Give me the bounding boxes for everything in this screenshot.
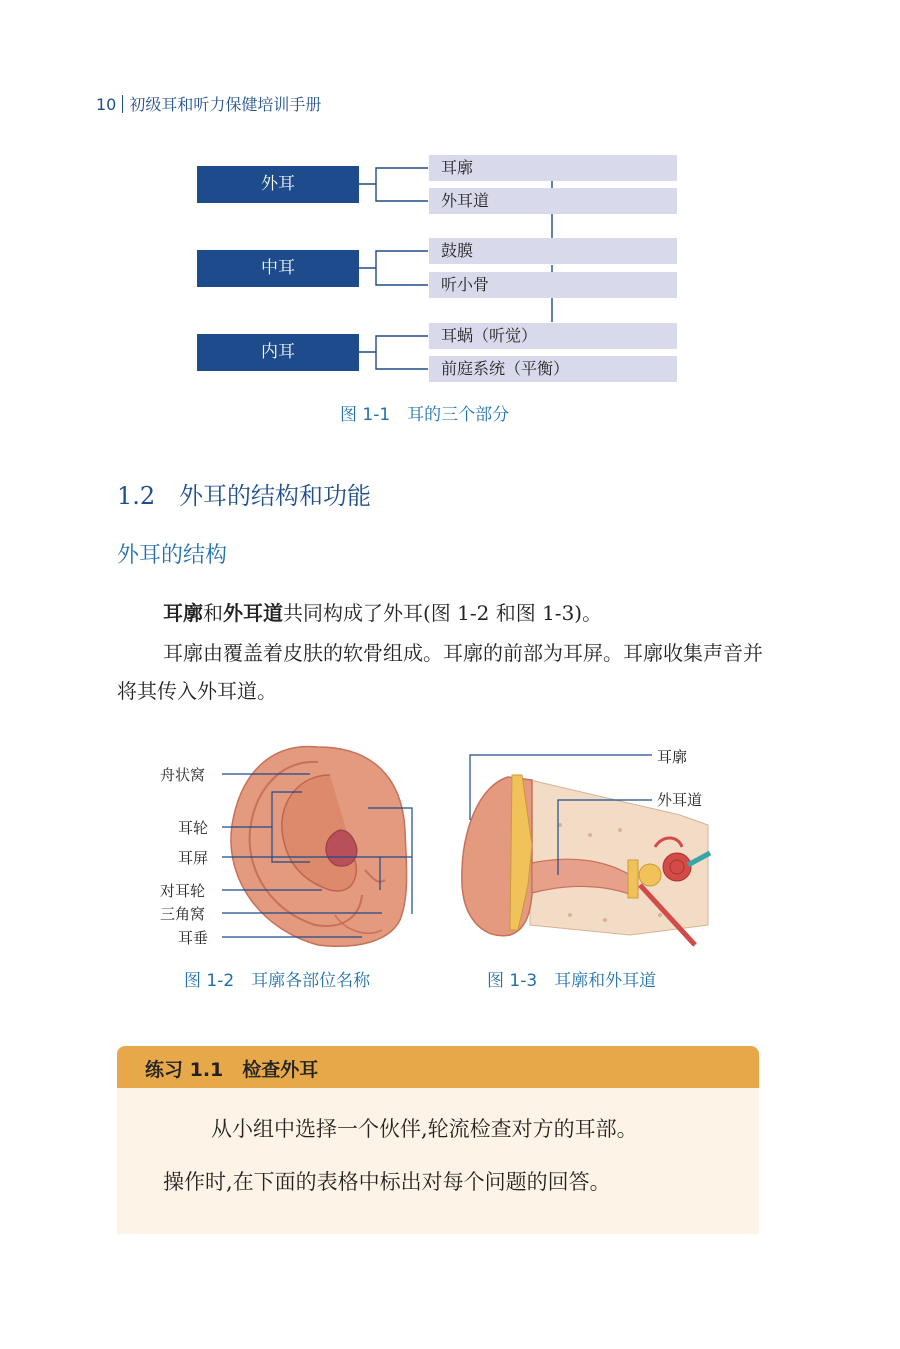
figure-1-1-caption: 图 1-1 耳的三个部分 [340, 405, 510, 425]
page-number: 10 [96, 95, 117, 114]
part-inner-ear: 内耳 [197, 334, 359, 371]
label-external-canal: 外耳道 [657, 791, 703, 809]
child-vestibular: 前庭系统（平衡） [429, 356, 677, 382]
subsection-heading: 外耳的结构 [117, 543, 228, 568]
label-helix: 耳轮 [178, 819, 209, 837]
child-ear-canal: 外耳道 [429, 188, 677, 214]
figure-1-2-caption: 图 1-2 耳廓各部位名称 [184, 971, 371, 991]
part-middle-ear: 中耳 [197, 250, 359, 287]
exercise-title: 练习 1.1 检查外耳 [145, 1059, 319, 1081]
para1-text-b: 共同构成了外耳(图 1-2 和图 1-3)。 [283, 601, 603, 625]
book-title: 初级耳和听力保健培训手册 [129, 95, 322, 114]
section-heading [117, 476, 371, 511]
figure-1-3-caption: 图 1-3 耳廓和外耳道 [487, 971, 657, 991]
label-tragus: 耳屏 [178, 849, 209, 867]
ear-canal-illustration [440, 735, 740, 960]
child-pinna: 耳廓 [429, 155, 677, 181]
term-ear-canal: 外耳道 [223, 601, 283, 625]
pinna-illustration [0, 730, 450, 960]
paragraph-1 [117, 594, 777, 632]
label-triangular-fossa: 三角窝 [160, 905, 206, 923]
exercise-header [117, 1046, 759, 1088]
label-scaphoid-fossa: 舟状窝 [160, 766, 206, 784]
label-pinna: 耳廓 [657, 748, 688, 766]
term-pinna: 耳廓 [163, 601, 203, 625]
section-number: 1.2 [117, 482, 156, 510]
child-eardrum: 鼓膜 [429, 238, 677, 264]
exercise-line-2: 操作时,在下面的表格中标出对每个问题的回答。 [163, 1170, 611, 1194]
exercise-body [117, 1088, 759, 1234]
child-cochlea: 耳蜗（听觉） [429, 323, 677, 349]
part-outer-ear: 外耳 [197, 166, 359, 203]
child-ossicles: 听小骨 [429, 272, 677, 298]
para1-text-a: 和 [203, 601, 223, 625]
section-title: 外耳的结构和功能 [179, 482, 371, 510]
label-earlobe: 耳垂 [178, 929, 209, 947]
exercise-line-1: 从小组中选择一个伙伴,轮流检查对方的耳部。 [211, 1117, 638, 1141]
paragraph-2: 耳廓由覆盖着皮肤的软骨组成。耳廓的前部为耳屏。耳廓收集声音并将其传入外耳道。 [117, 641, 763, 703]
label-antihelix: 对耳轮 [160, 882, 206, 900]
